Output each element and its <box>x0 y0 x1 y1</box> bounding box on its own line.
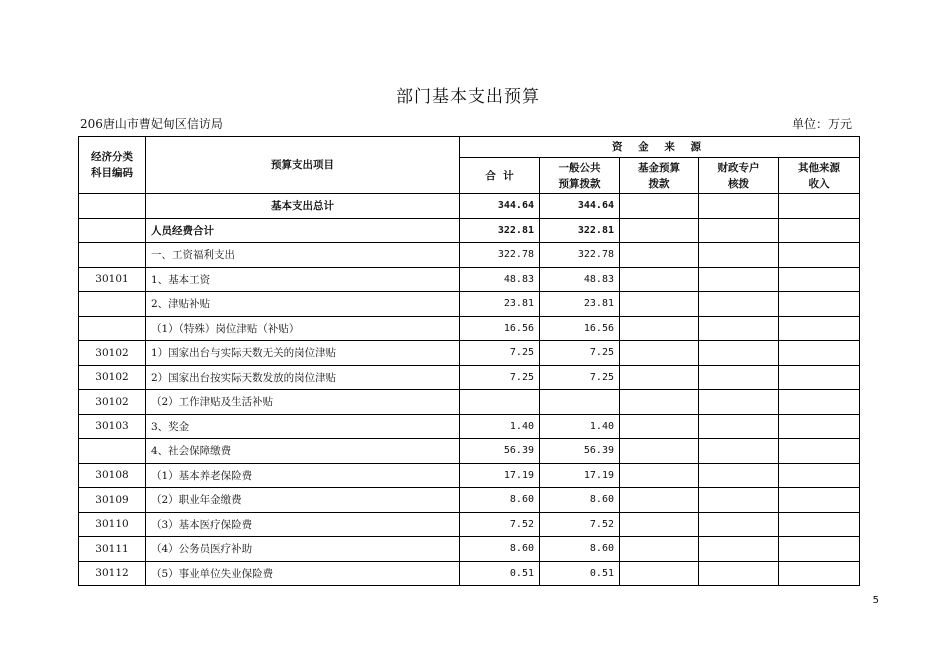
page-number: 5 <box>872 595 879 606</box>
cell-code: 30108 <box>79 463 146 488</box>
cell-fiscal-special <box>699 341 779 366</box>
cell-total: 23.81 <box>460 292 540 317</box>
cell-fiscal-special <box>699 414 779 439</box>
cell-item-name: （2）职业年金缴费 <box>146 488 460 513</box>
header-general-public: 一般公共预算拨款 <box>540 158 620 194</box>
cell-general-public: 8.60 <box>540 488 620 513</box>
cell-general-public: 23.81 <box>540 292 620 317</box>
cell-fiscal-special <box>699 463 779 488</box>
cell-item-name: 1）国家出台与实际天数无关的岗位津贴 <box>146 341 460 366</box>
cell-other <box>779 512 860 537</box>
cell-other <box>779 267 860 292</box>
cell-item-name: 一、工资福利支出 <box>146 243 460 268</box>
cell-code <box>79 316 146 341</box>
cell-fund-budget <box>620 218 699 243</box>
table-row <box>79 488 860 513</box>
cell-total: 16.56 <box>460 316 540 341</box>
cell-total: 344.64 <box>460 194 540 219</box>
cell-code <box>79 194 146 219</box>
cell-other <box>779 537 860 562</box>
cell-general-public: 7.25 <box>540 341 620 366</box>
cell-total: 1.40 <box>460 414 540 439</box>
cell-item-name: （2）工作津贴及生活补贴 <box>146 390 460 415</box>
budget-table <box>78 136 860 586</box>
cell-fund-budget <box>620 561 699 586</box>
cell-general-public: 56.39 <box>540 439 620 464</box>
cell-other <box>779 365 860 390</box>
cell-fiscal-special <box>699 537 779 562</box>
cell-item-name: （4）公务员医疗补助 <box>146 537 460 562</box>
table-row <box>79 439 860 464</box>
cell-code: 30102 <box>79 390 146 415</box>
table-row <box>79 390 860 415</box>
cell-general-public: 7.25 <box>540 365 620 390</box>
cell-code: 30111 <box>79 537 146 562</box>
cell-other <box>779 292 860 317</box>
table-row <box>79 194 860 219</box>
cell-fiscal-special <box>699 439 779 464</box>
cell-other <box>779 439 860 464</box>
cell-fund-budget <box>620 414 699 439</box>
header-fund-budget: 基金预算拨款 <box>620 158 699 194</box>
cell-general-public: 7.52 <box>540 512 620 537</box>
table-row <box>79 537 860 562</box>
cell-general-public: 0.51 <box>540 561 620 586</box>
cell-fund-budget <box>620 292 699 317</box>
cell-total: 7.52 <box>460 512 540 537</box>
organization-name: 206唐山市曹妃甸区信访局 <box>80 117 223 131</box>
cell-item-name: 2）国家出台按实际天数发放的岗位津贴 <box>146 365 460 390</box>
table-row <box>79 243 860 268</box>
cell-fiscal-special <box>699 218 779 243</box>
cell-item-name: 人员经费合计 <box>146 218 460 243</box>
cell-fund-budget <box>620 194 699 219</box>
header-total: 合 计 <box>460 158 540 194</box>
cell-total: 7.25 <box>460 365 540 390</box>
cell-code: 30102 <box>79 365 146 390</box>
cell-code <box>79 218 146 243</box>
cell-total: 17.19 <box>460 463 540 488</box>
cell-code: 30109 <box>79 488 146 513</box>
cell-fund-budget <box>620 316 699 341</box>
page-title: 部门基本支出预算 <box>396 87 540 107</box>
header-funding-source: 资 金 来 源 <box>460 137 860 158</box>
header-item: 预算支出项目 <box>146 137 460 194</box>
cell-total <box>460 390 540 415</box>
cell-total: 322.78 <box>460 243 540 268</box>
cell-general-public <box>540 390 620 415</box>
cell-other <box>779 488 860 513</box>
cell-fiscal-special <box>699 512 779 537</box>
cell-total: 8.60 <box>460 488 540 513</box>
cell-other <box>779 390 860 415</box>
cell-fiscal-special <box>699 488 779 513</box>
cell-other <box>779 561 860 586</box>
cell-code <box>79 243 146 268</box>
cell-code <box>79 439 146 464</box>
cell-fund-budget <box>620 341 699 366</box>
cell-other <box>779 218 860 243</box>
table-row <box>79 512 860 537</box>
cell-fiscal-special <box>699 365 779 390</box>
cell-fiscal-special <box>699 267 779 292</box>
table-row <box>79 341 860 366</box>
cell-item-name: 1、基本工资 <box>146 267 460 292</box>
cell-total: 7.25 <box>460 341 540 366</box>
cell-fund-budget <box>620 267 699 292</box>
cell-fund-budget <box>620 439 699 464</box>
cell-other <box>779 243 860 268</box>
cell-fiscal-special <box>699 243 779 268</box>
cell-code: 30101 <box>79 267 146 292</box>
cell-general-public: 322.81 <box>540 218 620 243</box>
cell-fiscal-special <box>699 316 779 341</box>
cell-fund-budget <box>620 365 699 390</box>
cell-general-public: 1.40 <box>540 414 620 439</box>
cell-fund-budget <box>620 512 699 537</box>
cell-other <box>779 341 860 366</box>
cell-general-public: 17.19 <box>540 463 620 488</box>
cell-fund-budget <box>620 390 699 415</box>
table-row <box>79 414 860 439</box>
cell-item-name: 4、社会保障缴费 <box>146 439 460 464</box>
cell-other <box>779 316 860 341</box>
table-row <box>79 292 860 317</box>
cell-other <box>779 463 860 488</box>
cell-item-name: 2、津贴补贴 <box>146 292 460 317</box>
cell-item-name: （5）事业单位失业保险费 <box>146 561 460 586</box>
cell-fiscal-special <box>699 292 779 317</box>
cell-code: 30110 <box>79 512 146 537</box>
cell-total: 322.81 <box>460 218 540 243</box>
cell-code <box>79 292 146 317</box>
cell-fiscal-special <box>699 194 779 219</box>
table-row <box>79 267 860 292</box>
cell-total: 48.83 <box>460 267 540 292</box>
cell-code: 30102 <box>79 341 146 366</box>
cell-general-public: 322.78 <box>540 243 620 268</box>
table-row <box>79 316 860 341</box>
cell-item-name: （1）基本养老保险费 <box>146 463 460 488</box>
cell-item-name: （3）基本医疗保险费 <box>146 512 460 537</box>
table-row <box>79 218 860 243</box>
table-row <box>79 365 860 390</box>
cell-item-name: 3、奖金 <box>146 414 460 439</box>
cell-total: 56.39 <box>460 439 540 464</box>
cell-code: 30112 <box>79 561 146 586</box>
cell-fund-budget <box>620 243 699 268</box>
cell-fiscal-special <box>699 561 779 586</box>
cell-general-public: 16.56 <box>540 316 620 341</box>
cell-general-public: 48.83 <box>540 267 620 292</box>
cell-other <box>779 194 860 219</box>
table-row <box>79 463 860 488</box>
header-fiscal-special: 财政专户核拨 <box>699 158 779 194</box>
cell-fund-budget <box>620 463 699 488</box>
cell-fiscal-special <box>699 390 779 415</box>
cell-general-public: 8.60 <box>540 537 620 562</box>
table-row <box>79 561 860 586</box>
header-other: 其他来源收入 <box>779 158 860 194</box>
cell-fund-budget <box>620 488 699 513</box>
cell-fund-budget <box>620 537 699 562</box>
cell-total: 8.60 <box>460 537 540 562</box>
table-body <box>79 194 860 586</box>
cell-total: 0.51 <box>460 561 540 586</box>
cell-item-name: （1）（特殊）岗位津贴（补贴） <box>146 316 460 341</box>
header-econ-code: 经济分类科目编码 <box>79 137 146 194</box>
cell-code: 30103 <box>79 414 146 439</box>
cell-other <box>779 414 860 439</box>
cell-general-public: 344.64 <box>540 194 620 219</box>
cell-item-name: 基本支出总计 <box>146 194 460 219</box>
unit-label: 单位：万元 <box>791 117 852 131</box>
